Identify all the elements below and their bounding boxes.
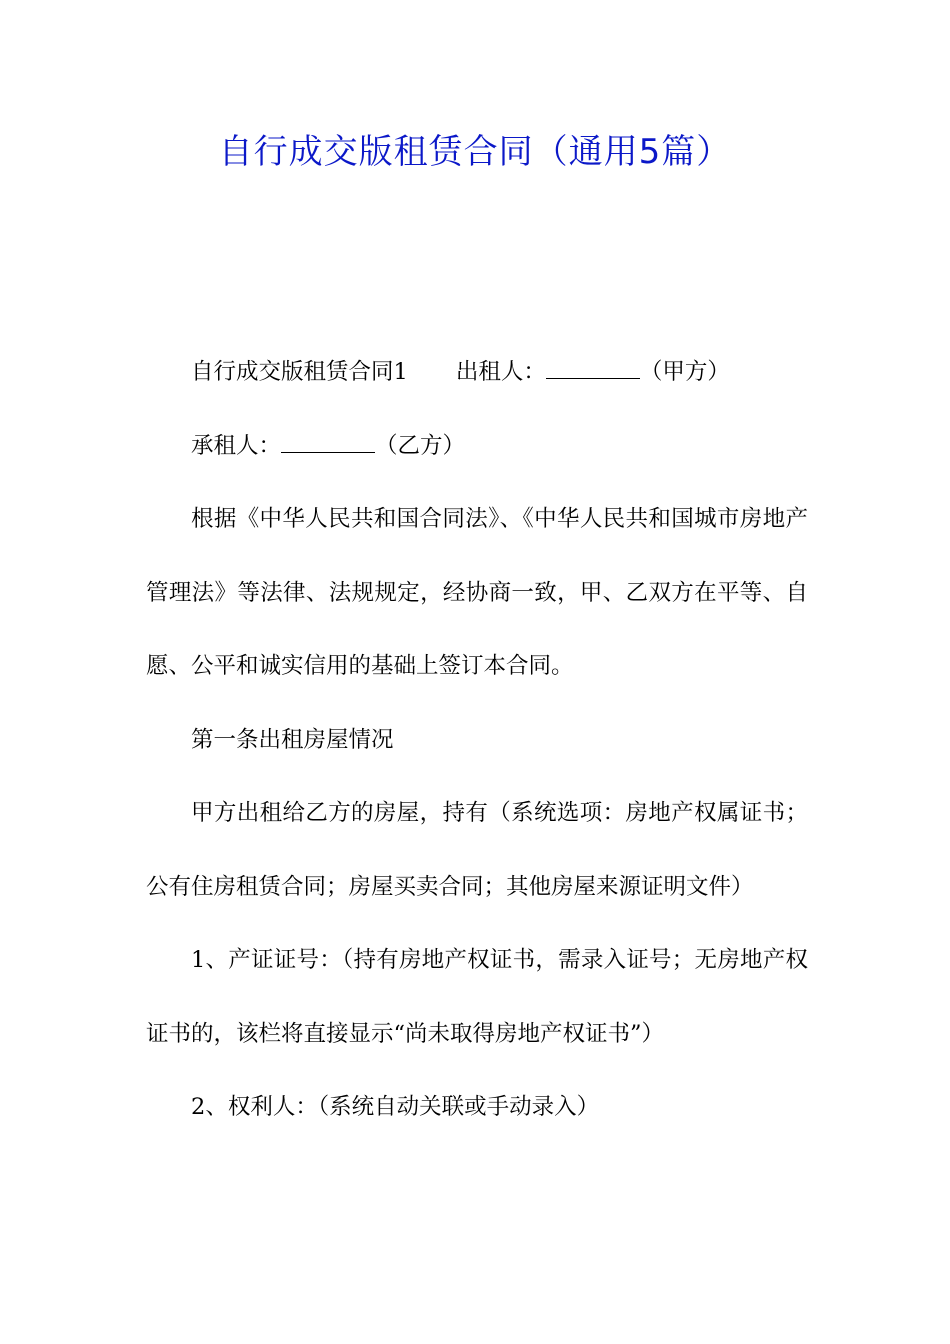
lessor-blank [546, 378, 640, 379]
lessee-suffix: （乙方） [375, 432, 466, 459]
item-2-rights-holder: 2、权利人：（系统自动关联或手动录入） [191, 1094, 600, 1120]
lessor-suffix: （甲方） [639, 359, 730, 385]
lessor-label: 出租人： [455, 359, 546, 385]
document-title: 自行成交版租赁合同（通用5篇） [218, 132, 732, 172]
party-lessor-line [146, 336, 808, 410]
lessee-blank [281, 452, 375, 453]
paragraph-ownership: 甲方出租给乙方的房屋，持有（系统选项：房地产权属证书；公有住房租赁合同；房屋买卖合同；其他房屋来源证明文件） [146, 800, 808, 900]
party-lessee-line [146, 410, 808, 484]
section-heading: 自行成交版租赁合同1 [191, 359, 408, 385]
contract-body [146, 336, 808, 1145]
lessee-label: 承租人： [191, 432, 282, 459]
article-1-title: 第一条出租房屋情况 [191, 726, 394, 753]
paragraph-basis: 根据《中华人民共和国合同法》、《中华人民共和国城市房地产管理法》等法律、法规规定，经协商一致，甲、乙双方在平等、自愿、公平和诚实信用的基础上签订本合同。 [146, 506, 808, 679]
item-1-certificate-number: 1、产证证号：（持有房地产权证书，需录入证号；无房地产权证书的，该栏将直接显示“尚未取得房地产权证书”） [146, 947, 808, 1047]
